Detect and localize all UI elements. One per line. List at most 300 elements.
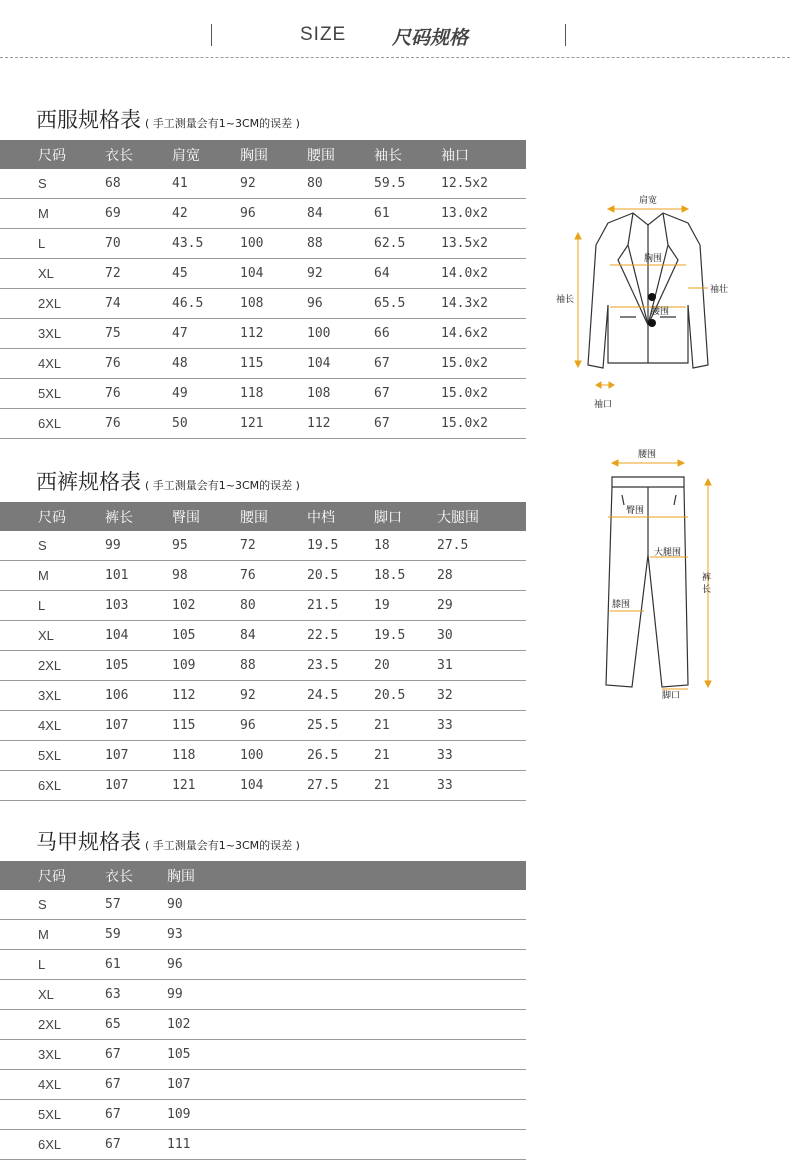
table-row [0, 950, 526, 980]
value-cell [172, 229, 240, 259]
column-header [437, 502, 526, 531]
cuff-label: 袖口 [594, 400, 613, 410]
cell-text: L [38, 598, 46, 613]
page-header [0, 0, 790, 60]
hip-label: 臀围 [626, 506, 645, 516]
cell-text: 4XL [38, 718, 62, 733]
size-cell [0, 1100, 105, 1130]
value-cell [374, 289, 441, 319]
value-cell [441, 289, 526, 319]
column-header-label: 袖长 [374, 147, 402, 164]
column-header-label: 裤长 [105, 509, 133, 526]
value-cell [105, 711, 172, 741]
value-cell [172, 771, 240, 801]
cell-text: 67 [105, 1107, 121, 1122]
value-cell [167, 1130, 526, 1160]
cell-text: 62.5 [374, 236, 406, 251]
size-cell [0, 1040, 105, 1070]
header-dashed-rule [0, 57, 790, 58]
value-cell [240, 771, 307, 801]
cell-text: 96 [167, 957, 183, 972]
cell-text: 106 [105, 688, 129, 703]
value-cell [374, 771, 437, 801]
column-header-label: 尺码 [38, 147, 66, 164]
value-cell [374, 259, 441, 289]
cell-text: 101 [105, 568, 129, 583]
table-row [0, 1100, 526, 1130]
value-cell [172, 319, 240, 349]
cell-text: S [38, 176, 47, 191]
value-cell [374, 621, 437, 651]
column-header [240, 502, 307, 531]
value-cell [307, 741, 374, 771]
cell-text: 33 [437, 778, 453, 793]
cell-text: 111 [167, 1137, 191, 1152]
size-cell [0, 319, 105, 349]
table-row [0, 980, 526, 1010]
value-cell [240, 229, 307, 259]
value-cell [441, 259, 526, 289]
cell-text: 63 [105, 987, 121, 1002]
value-cell [307, 319, 374, 349]
value-cell [374, 591, 437, 621]
cell-text: 96 [307, 296, 323, 311]
sleeve-width-label: 袖壮 [710, 285, 729, 295]
cell-text: 19.5 [307, 538, 339, 553]
cell-text: 98 [172, 568, 188, 583]
value-cell [172, 591, 240, 621]
cell-text: 76 [105, 416, 121, 431]
cell-text: 19.5 [374, 628, 406, 643]
cell-text: 5XL [38, 748, 62, 763]
table-row [0, 681, 526, 711]
header-size-cn-label: 尺码规格 [392, 27, 469, 49]
column-header [105, 140, 172, 169]
value-cell [374, 379, 441, 409]
cell-text: 102 [172, 598, 196, 613]
cell-text: 100 [240, 748, 264, 763]
size-cell [0, 651, 105, 681]
column-header-label: 衣长 [105, 147, 133, 164]
length-label-bottom: 长 [702, 585, 712, 595]
table-row [0, 651, 526, 681]
value-cell [307, 651, 374, 681]
cell-text: M [38, 568, 49, 583]
cell-text: 26.5 [307, 748, 339, 763]
cell-text: 108 [307, 386, 331, 401]
value-cell [240, 409, 307, 439]
waist-label: 腰围 [651, 307, 670, 317]
cell-text: 100 [307, 326, 331, 341]
cell-text: 12.5x2 [441, 176, 488, 191]
value-cell [105, 379, 172, 409]
cell-text: 61 [374, 206, 390, 221]
value-cell [172, 531, 240, 561]
cell-text: 118 [240, 386, 264, 401]
cell-text: 107 [105, 778, 129, 793]
cell-text: 61 [105, 957, 121, 972]
value-cell [172, 711, 240, 741]
size-cell [0, 890, 105, 920]
value-cell [441, 199, 526, 229]
cell-text: 121 [240, 416, 264, 431]
table-header-row [0, 140, 526, 169]
value-cell [374, 319, 441, 349]
table-row [0, 409, 526, 439]
value-cell [374, 229, 441, 259]
cell-text: 25.5 [307, 718, 339, 733]
value-cell [441, 379, 526, 409]
cell-text: 105 [172, 628, 196, 643]
value-cell [307, 531, 374, 561]
value-cell [172, 741, 240, 771]
table-row [0, 349, 526, 379]
value-cell [307, 229, 374, 259]
table-row [0, 379, 526, 409]
value-cell [307, 561, 374, 591]
cell-text: 18 [374, 538, 390, 553]
value-cell [172, 289, 240, 319]
cell-text: 14.0x2 [441, 266, 488, 281]
cell-text: 84 [307, 206, 323, 221]
chest-label: 胸围 [644, 254, 663, 264]
column-header [0, 502, 105, 531]
cell-text: 4XL [38, 1077, 62, 1092]
value-cell [374, 741, 437, 771]
table-row [0, 1070, 526, 1100]
cell-text: 96 [240, 718, 256, 733]
cell-text: 80 [307, 176, 323, 191]
table-row [0, 229, 526, 259]
cell-text: 57 [105, 897, 121, 912]
value-cell [172, 349, 240, 379]
value-cell [105, 561, 172, 591]
cell-text: 46.5 [172, 296, 204, 311]
table-row [0, 319, 526, 349]
value-cell [240, 651, 307, 681]
cell-text: 29 [437, 598, 453, 613]
value-cell [374, 199, 441, 229]
value-cell [374, 531, 437, 561]
cell-text: 93 [167, 927, 183, 942]
value-cell [105, 1010, 167, 1040]
header-divider-right [565, 24, 566, 46]
cell-text: 3XL [38, 1047, 62, 1062]
value-cell [307, 349, 374, 379]
value-cell [240, 379, 307, 409]
value-cell [105, 531, 172, 561]
size-cell [0, 920, 105, 950]
value-cell [437, 591, 526, 621]
size-cell [0, 1130, 105, 1160]
cell-text: 23.5 [307, 658, 339, 673]
cell-text: 104 [240, 778, 264, 793]
cell-text: 13.0x2 [441, 206, 488, 221]
table-row [0, 169, 526, 199]
value-cell [240, 621, 307, 651]
value-cell [105, 259, 172, 289]
value-cell [105, 1100, 167, 1130]
table-row [0, 1040, 526, 1070]
cell-text: 6XL [38, 778, 62, 793]
cell-text: 72 [105, 266, 121, 281]
value-cell [167, 1070, 526, 1100]
button-bottom-icon [648, 319, 656, 327]
cell-text: 112 [307, 416, 331, 431]
cell-text: 59.5 [374, 176, 406, 191]
cell-text: 41 [172, 176, 188, 191]
value-cell [172, 199, 240, 229]
value-cell [437, 531, 526, 561]
pants-title-text: 西裤规格表 [36, 470, 141, 494]
cell-text: 112 [240, 326, 264, 341]
cell-text: M [38, 927, 49, 942]
value-cell [105, 229, 172, 259]
cell-text: 20.5 [307, 568, 339, 583]
cell-text: 115 [240, 356, 264, 371]
cell-text: 99 [167, 987, 183, 1002]
value-cell [105, 920, 167, 950]
value-cell [307, 289, 374, 319]
value-cell [172, 259, 240, 289]
cell-text: 45 [172, 266, 188, 281]
table-row [0, 259, 526, 289]
cell-text: 22.5 [307, 628, 339, 643]
size-cell [0, 1070, 105, 1100]
vest-section-title [36, 826, 300, 856]
column-header-label: 衣长 [105, 868, 133, 885]
column-header-label: 臀围 [172, 509, 200, 526]
size-cell [0, 349, 105, 379]
cell-text: 88 [240, 658, 256, 673]
value-cell [105, 890, 167, 920]
cell-text: 20.5 [374, 688, 406, 703]
value-cell [105, 980, 167, 1010]
size-cell [0, 379, 105, 409]
vest-size-table [0, 861, 526, 1160]
cell-text: 76 [240, 568, 256, 583]
value-cell [240, 561, 307, 591]
table-row [0, 199, 526, 229]
table-row [0, 890, 526, 920]
cell-text: 76 [105, 386, 121, 401]
value-cell [307, 711, 374, 741]
cell-text: 27.5 [307, 778, 339, 793]
cell-text: 92 [240, 688, 256, 703]
size-cell [0, 681, 105, 711]
pants-section-title [36, 466, 300, 496]
column-header-label: 尺码 [38, 868, 66, 885]
cell-text: 69 [105, 206, 121, 221]
value-cell [105, 1040, 167, 1070]
value-cell [240, 531, 307, 561]
pants-waist-label: 腰围 [638, 450, 657, 460]
value-cell [307, 591, 374, 621]
size-cell [0, 531, 105, 561]
table-row [0, 741, 526, 771]
value-cell [240, 711, 307, 741]
cell-text: 15.0x2 [441, 386, 488, 401]
value-cell [240, 741, 307, 771]
size-cell [0, 621, 105, 651]
size-cell [0, 950, 105, 980]
value-cell [240, 319, 307, 349]
jacket-title-note: ( 手工测量会有1~3CM的误差 ) [145, 117, 300, 130]
value-cell [437, 711, 526, 741]
cell-text: XL [38, 628, 54, 643]
value-cell [374, 681, 437, 711]
cell-text: 21.5 [307, 598, 339, 613]
table-header-row [0, 861, 526, 890]
cell-text: 2XL [38, 296, 62, 311]
size-cell [0, 289, 105, 319]
cell-text: XL [38, 266, 54, 281]
value-cell [437, 651, 526, 681]
cell-text: 103 [105, 598, 129, 613]
cell-text: 67 [105, 1137, 121, 1152]
value-cell [167, 980, 526, 1010]
value-cell [240, 169, 307, 199]
cell-text: 2XL [38, 658, 62, 673]
vest-title-text: 马甲规格表 [36, 830, 141, 854]
cell-text: 14.3x2 [441, 296, 488, 311]
value-cell [172, 409, 240, 439]
pants-size-table [0, 502, 526, 801]
cell-text: 109 [172, 658, 196, 673]
cell-text: 15.0x2 [441, 416, 488, 431]
column-header [105, 502, 172, 531]
cell-text: 99 [105, 538, 121, 553]
cell-text: 5XL [38, 1107, 62, 1122]
value-cell [240, 681, 307, 711]
value-cell [172, 681, 240, 711]
jacket-size-table [0, 140, 526, 439]
cell-text: 112 [172, 688, 196, 703]
value-cell [105, 289, 172, 319]
table-row [0, 711, 526, 741]
cell-text: 28 [437, 568, 453, 583]
table-row [0, 771, 526, 801]
jacket-section-title [36, 104, 300, 134]
cell-text: 3XL [38, 688, 62, 703]
cell-text: 48 [172, 356, 188, 371]
column-header [167, 861, 526, 890]
value-cell [307, 621, 374, 651]
column-header-label: 肩宽 [172, 147, 200, 164]
cell-text: 24.5 [307, 688, 339, 703]
cell-text: 67 [105, 1077, 121, 1092]
pants-illustration [606, 477, 688, 687]
size-cell [0, 561, 105, 591]
cell-text: 95 [172, 538, 188, 553]
cell-text: 31 [437, 658, 453, 673]
cell-text: 75 [105, 326, 121, 341]
column-header [172, 140, 240, 169]
column-header [307, 140, 374, 169]
value-cell [307, 259, 374, 289]
pants-measurement-diagram [592, 445, 732, 700]
size-cell [0, 169, 105, 199]
table-row [0, 561, 526, 591]
cell-text: 3XL [38, 326, 62, 341]
cell-text: 68 [105, 176, 121, 191]
cell-text: 64 [374, 266, 390, 281]
value-cell [441, 349, 526, 379]
column-header [0, 861, 105, 890]
cell-text: 121 [172, 778, 196, 793]
cell-text: 18.5 [374, 568, 406, 583]
value-cell [105, 950, 167, 980]
jacket-measurement-diagram [548, 185, 748, 415]
cell-text: 67 [374, 356, 390, 371]
value-cell [105, 621, 172, 651]
cell-text: 65.5 [374, 296, 406, 311]
column-header-label: 胸围 [240, 147, 268, 164]
cell-text: 14.6x2 [441, 326, 488, 341]
cell-text: 74 [105, 296, 121, 311]
column-header-label: 大腿围 [437, 509, 479, 526]
column-header [240, 140, 307, 169]
size-cell [0, 409, 105, 439]
cell-text: 65 [105, 1017, 121, 1032]
cell-text: 67 [374, 386, 390, 401]
size-cell [0, 591, 105, 621]
value-cell [167, 1010, 526, 1040]
value-cell [441, 409, 526, 439]
size-cell [0, 711, 105, 741]
cell-text: 33 [437, 718, 453, 733]
value-cell [167, 920, 526, 950]
column-header [374, 502, 437, 531]
cell-text: 6XL [38, 1137, 62, 1152]
cell-text: 100 [240, 236, 264, 251]
column-header-label: 脚口 [374, 509, 402, 526]
cell-text: 42 [172, 206, 188, 221]
cell-text: 21 [374, 718, 390, 733]
value-cell [307, 379, 374, 409]
cell-text: 102 [167, 1017, 191, 1032]
cell-text: 92 [307, 266, 323, 281]
header-divider-left [211, 24, 212, 46]
cell-text: 5XL [38, 386, 62, 401]
cell-text: 109 [167, 1107, 191, 1122]
column-header [172, 502, 240, 531]
pants-title-note: ( 手工测量会有1~3CM的误差 ) [145, 479, 300, 492]
jacket-illustration [588, 213, 708, 368]
value-cell [441, 319, 526, 349]
cell-text: 72 [240, 538, 256, 553]
table-row [0, 1010, 526, 1040]
cell-text: S [38, 538, 47, 553]
cell-text: 4XL [38, 356, 62, 371]
cell-text: 21 [374, 748, 390, 763]
value-cell [105, 741, 172, 771]
value-cell [437, 741, 526, 771]
value-cell [172, 379, 240, 409]
knee-label: 膝围 [612, 600, 631, 610]
column-header-label: 袖口 [441, 147, 469, 164]
cell-text: 20 [374, 658, 390, 673]
cell-text: 49 [172, 386, 188, 401]
value-cell [374, 651, 437, 681]
cell-text: 105 [167, 1047, 191, 1062]
cell-text: S [38, 897, 47, 912]
table-row [0, 920, 526, 950]
column-header [374, 140, 441, 169]
cell-text: 30 [437, 628, 453, 643]
cell-text: 108 [240, 296, 264, 311]
value-cell [240, 349, 307, 379]
